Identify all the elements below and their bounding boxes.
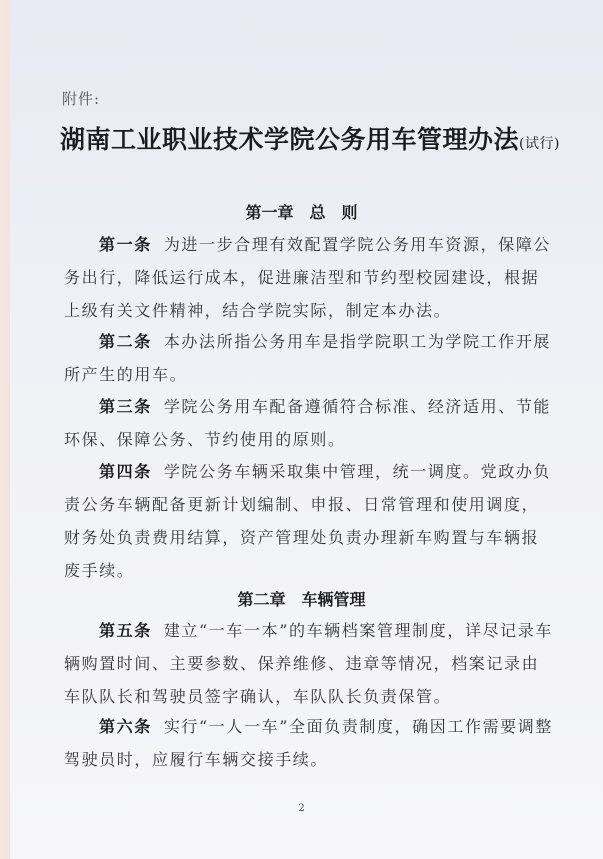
article-text: 为进一步合理有效配置学院公务用车资源，保障公务出行，降低运行成本，促进廉洁型和节约型校园建设，根据上级有关文件精神，结合学院实际，制定本办法。 <box>64 235 552 320</box>
article <box>64 710 554 776</box>
article-label: 第三条 <box>99 397 152 416</box>
article-label: 第一条 <box>99 235 152 254</box>
scan-edge <box>0 0 10 859</box>
article-label: 第五条 <box>99 621 152 640</box>
article <box>64 614 554 713</box>
article <box>64 455 554 587</box>
article-text: 建立“一车一本”的车辆档案管理制度，详尽记录车辆购置时间、主要参数、保养维修、违章等情况，档案记录由车队队长和驾驶员签字确认，车队队长负责保管。 <box>64 621 553 706</box>
chapter-heading: 第二章 车辆管理 <box>237 590 366 609</box>
attachment-label: 附件: <box>62 90 101 108</box>
title-suffix: (试行) <box>519 136 560 152</box>
article-label: 第二条 <box>99 332 152 351</box>
article <box>64 228 554 327</box>
document-title <box>60 120 560 156</box>
title-main: 湖南工业职业技术学院公务用车管理办法 <box>60 125 520 154</box>
article <box>64 390 554 456</box>
chapter-heading: 第一章 总 则 <box>245 203 358 222</box>
article-text: 本办法所指公务用车是指学院职工为学院工作开展所产生的用车。 <box>64 332 552 384</box>
article-text: 实行“一人一车”全面负责制度，确因工作需要调整驾驶员时，应履行车辆交接手续。 <box>64 717 553 769</box>
article-label: 第六条 <box>99 717 152 736</box>
article-label: 第四条 <box>99 462 152 481</box>
article <box>64 325 554 391</box>
article-text: 学院公务用车配备遵循符合标准、经济适用、节能环保、保障公务、节约使用的原则。 <box>64 397 552 449</box>
page-number: 2 <box>298 803 305 814</box>
article-text: 学院公务车辆采取集中管理，统一调度。党政办负责公务车辆配备更新计划编制、申报、日常管理和使用调度，财务处负责费用结算，资产管理处负责办理新车购置与车辆报废手续。 <box>64 462 552 580</box>
